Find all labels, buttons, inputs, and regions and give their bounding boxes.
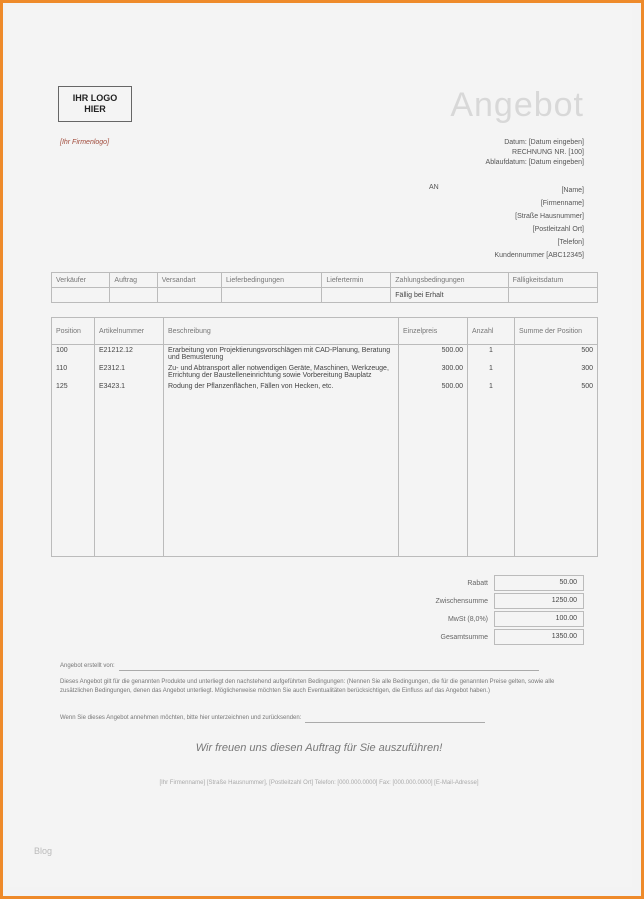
totals-label: Rabatt	[467, 579, 488, 587]
totals-row-subtotal	[398, 592, 584, 610]
company-placeholder: [Ihr Firmenlogo]	[60, 139, 110, 146]
signature-underline	[305, 722, 485, 723]
qty-cell: 1	[468, 345, 515, 364]
totals-value: 50.00	[494, 575, 584, 591]
totals-row-discount	[398, 574, 584, 592]
article-cell: E3423.1	[95, 381, 164, 392]
document-meta	[486, 138, 584, 168]
acceptance-label: Wenn Sie dieses Angebot annehmen möchten, bitte hier unterzeichnen und zurücksenden:	[60, 715, 302, 721]
recipient-street: [Straße Hausnummer]	[515, 213, 584, 220]
qty-cell: 1	[468, 363, 515, 381]
column-header: Einzelpreis	[399, 318, 468, 345]
recipient-label: AN	[429, 184, 439, 191]
totals-row-total	[398, 628, 584, 646]
table-cell	[322, 288, 391, 303]
article-cell: E21212.12	[95, 345, 164, 364]
totals-label: Zwischensumme	[435, 597, 488, 605]
table-row	[52, 381, 598, 392]
position-cell: 125	[52, 381, 95, 392]
prepared-by-line	[60, 662, 539, 671]
column-header: Lieferbedingungen	[221, 273, 321, 288]
recipient-customer-no: Kundennummer [ABC12345]	[494, 252, 584, 259]
column-header: Beschreibung	[164, 318, 399, 345]
column-header: Verkäufer	[52, 273, 110, 288]
table-row	[52, 345, 598, 364]
recipient-name: [Name]	[561, 187, 584, 194]
prepared-by-label: Angebot erstellt von:	[60, 663, 115, 669]
document-title: Angebot	[450, 86, 584, 124]
watermark: Blog	[34, 846, 53, 856]
table-row	[52, 363, 598, 381]
footer-address: [Ihr Firmenname] [Straße Hausnummer], [Postleitzahl Ort] Telefon: [000.000.0000] Fax: [000.000.0000] [E-Mail-Adresse]	[159, 780, 479, 786]
empty-cell	[164, 392, 399, 557]
totals-block	[398, 574, 584, 646]
sum-cell: 500	[515, 381, 598, 392]
sum-cell: 300	[515, 363, 598, 381]
recipient-phone: [Telefon]	[557, 239, 584, 246]
position-cell: 100	[52, 345, 95, 364]
line-items-header-row	[52, 318, 598, 345]
thank-you-message: Wir freuen uns diesen Auftrag für Sie auszuführen!	[195, 742, 443, 754]
acceptance-line	[60, 714, 485, 723]
column-header: Auftrag	[110, 273, 157, 288]
empty-cell	[468, 392, 515, 557]
totals-label: MwSt (8,0%)	[447, 615, 488, 623]
table-filler-row	[52, 392, 598, 557]
price-cell: 500.00	[399, 345, 468, 364]
column-header: Summe der Position	[515, 318, 598, 345]
column-header: Zahlungsbedingungen	[391, 273, 508, 288]
order-info-table	[51, 272, 598, 303]
logo-line-2: HIER	[84, 104, 106, 114]
empty-cell	[515, 392, 598, 557]
table-cell	[110, 288, 157, 303]
recipient-city: [Postleitzahl Ort]	[532, 226, 584, 233]
description-cell: Erarbeitung von Projektierungsvorschlägen mit CAD-Planung, Beratung und Bemusterung	[164, 345, 399, 364]
empty-cell	[52, 392, 95, 557]
table-cell	[157, 288, 221, 303]
table-cell	[52, 288, 110, 303]
empty-cell	[399, 392, 468, 557]
totals-value: 1250.00	[494, 593, 584, 609]
description-cell: Rodung der Pflanzenflächen, Fällen von Hecken, etc.	[164, 381, 399, 392]
date-field: Datum: [Datum eingeben]	[504, 139, 584, 146]
totals-label: Gesamtsumme	[440, 633, 488, 641]
column-header: Anzahl	[468, 318, 515, 345]
recipient-company: [Firmenname]	[540, 200, 584, 207]
price-cell: 300.00	[399, 363, 468, 381]
table-cell: Fällig bei Erhalt	[391, 288, 508, 303]
order-info-header-row	[52, 273, 598, 288]
empty-cell	[95, 392, 164, 557]
column-header: Liefertermin	[322, 273, 391, 288]
order-info-row	[52, 288, 598, 303]
totals-row-vat	[398, 610, 584, 628]
column-header: Versandart	[157, 273, 221, 288]
totals-value: 100.00	[494, 611, 584, 627]
totals-value: 1350.00	[494, 629, 584, 645]
article-cell: E2312.1	[95, 363, 164, 381]
sum-cell: 500	[515, 345, 598, 364]
table-cell	[508, 288, 597, 303]
recipient-address	[495, 184, 585, 262]
logo-line-1: IHR LOGO	[72, 93, 118, 103]
invoice-number: RECHNUNG NR. [100]	[512, 149, 584, 156]
column-header: Artikelnummer	[95, 318, 164, 345]
column-header: Position	[52, 318, 95, 345]
logo-placeholder	[58, 86, 132, 122]
qty-cell: 1	[468, 381, 515, 392]
column-header: Fälligkeitsdatum	[508, 273, 597, 288]
position-cell: 110	[52, 363, 95, 381]
conditions-text: Dieses Angebot gilt für die genannten Produkte und unterliegt den nachstehend aufgeführten Bedingungen: (Nennen Sie alle Bedingungen, die für die genannten Preise gelten, sowie alle zusätzlichen Bedingungen, denen das Angebot unterliegt. Möglicherweise möchten Sie auch Eventualitäten berücksichtigen, die Einfluss auf das Angebot haben.)	[60, 679, 555, 694]
table-cell	[221, 288, 321, 303]
quote-document	[6, 6, 632, 887]
description-cell: Zu- und Abtransport aller notwendigen Geräte, Maschinen, Werkzeuge, Errichtung der Baustelleneinrichtung sowie Vorbereitung Bauplatz	[164, 363, 399, 381]
prepared-by-underline	[119, 670, 539, 671]
expiry-date: Ablaufdatum: [Datum eingeben]	[485, 159, 584, 166]
line-items-table	[51, 317, 598, 557]
price-cell: 500.00	[399, 381, 468, 392]
